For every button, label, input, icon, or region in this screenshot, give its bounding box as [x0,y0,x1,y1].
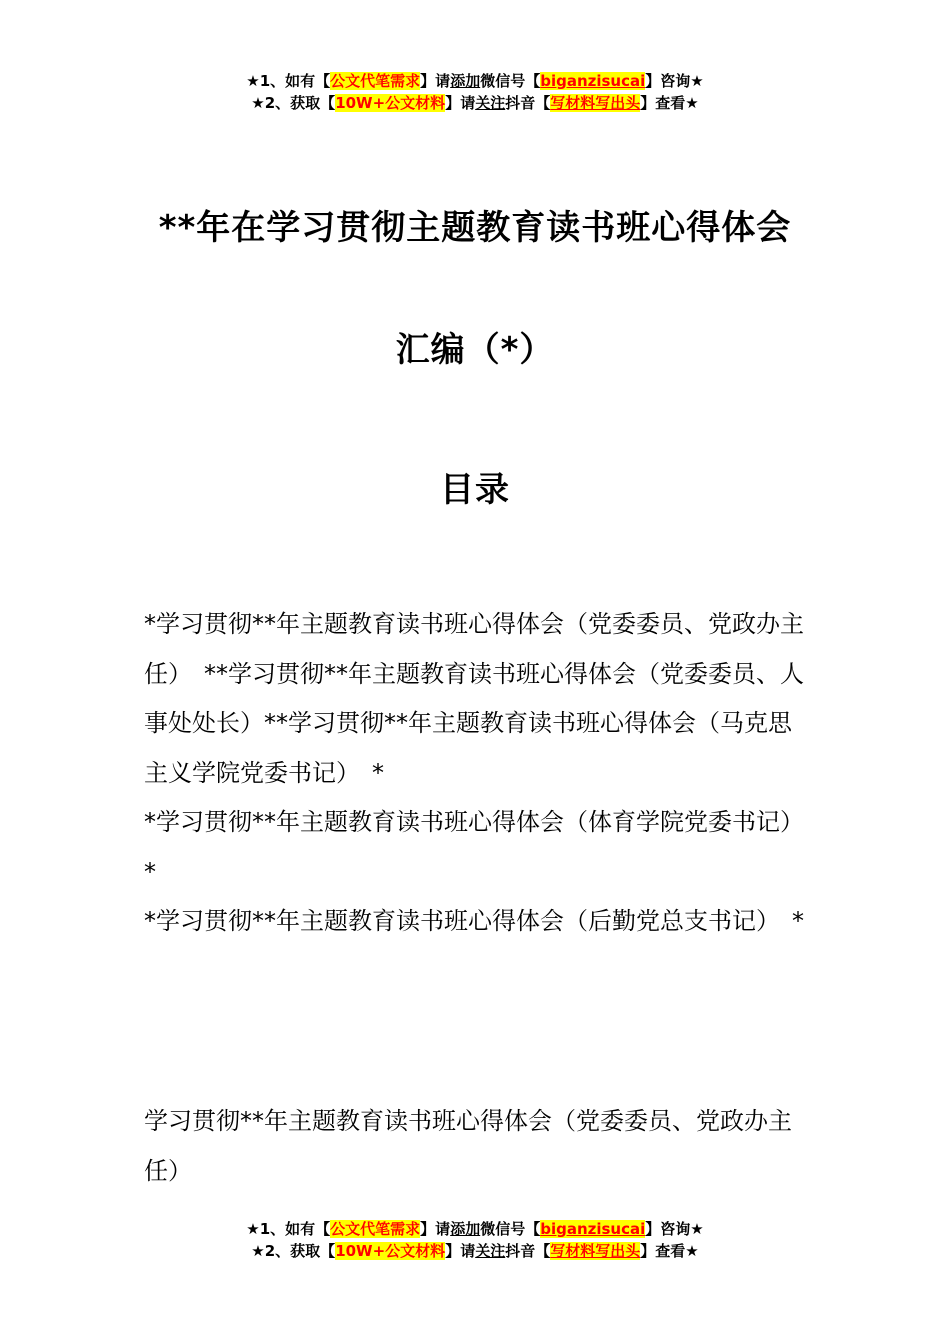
banner-underlined-text: 关注 [475,94,506,112]
document-title-line-1: **年在学习贯彻主题教育读书班心得体会 [158,208,792,248]
document-title-line-2: 汇编（*） [395,330,555,370]
banner-highlight: 公文代笔需求 [330,1220,421,1238]
top-banner [0,70,950,114]
banner-line-1 [0,70,950,92]
banner-text: 微信号【 [480,72,541,90]
banner-text: ★2、获取【 [251,94,336,112]
banner-underlined-text: 关注 [475,1242,506,1260]
banner-text: 抖音【 [505,94,551,112]
banner-highlight: 10W+公文材料 [335,94,446,112]
banner-highlight: 10W+公文材料 [335,1242,446,1260]
toc-heading: 目录 [440,470,510,510]
toc-entry[interactable]: *学习贯彻**年主题教育读书班心得体会（体育学院党委书记） * [144,808,816,886]
wechat-id: biganzisucai [540,1220,646,1238]
banner-line-1 [0,1218,950,1240]
bottom-banner [0,1218,950,1262]
banner-line-2 [0,1240,950,1262]
banner-text: 】咨询★ [645,72,704,90]
douyin-account: 写材料写出头 [550,1242,641,1260]
banner-text: 】请 [420,1220,451,1238]
banner-text: 微信号【 [480,1220,541,1238]
table-of-contents [144,600,814,947]
banner-text: ★2、获取【 [251,1242,336,1260]
section-heading: 学习贯彻**年主题教育读书班心得体会（党委委员、党政办主任） [144,1107,792,1185]
banner-line-2 [0,92,950,114]
banner-text: 】查看★ [640,1242,699,1260]
douyin-account: 写材料写出头 [550,94,641,112]
banner-underlined-text: 添加 [450,72,481,90]
toc-entry[interactable]: *学习贯彻**年主题教育读书班心得体会（党委委员、党政办主任） **学习贯彻**年主题教育读书班心得体会（党委委员、人事处处长）**学习贯彻**年主题教育读书班心得体会（马克思主义学院党委书记） * [144,610,804,787]
banner-text: 】请 [445,1242,476,1260]
banner-text: 】请 [445,94,476,112]
banner-text: 】查看★ [640,94,699,112]
banner-text: 】请 [420,72,451,90]
banner-text: ★1、如有【 [246,72,331,90]
banner-text: 抖音【 [505,1242,551,1260]
wechat-id: biganzisucai [540,72,646,90]
section-1 [144,1097,814,1196]
banner-underlined-text: 添加 [450,1220,481,1238]
banner-text: ★1、如有【 [246,1220,331,1238]
toc-entry[interactable]: *学习贯彻**年主题教育读书班心得体会（后勤党总支书记） * [144,907,804,935]
banner-highlight: 公文代笔需求 [330,72,421,90]
banner-text: 】咨询★ [645,1220,704,1238]
